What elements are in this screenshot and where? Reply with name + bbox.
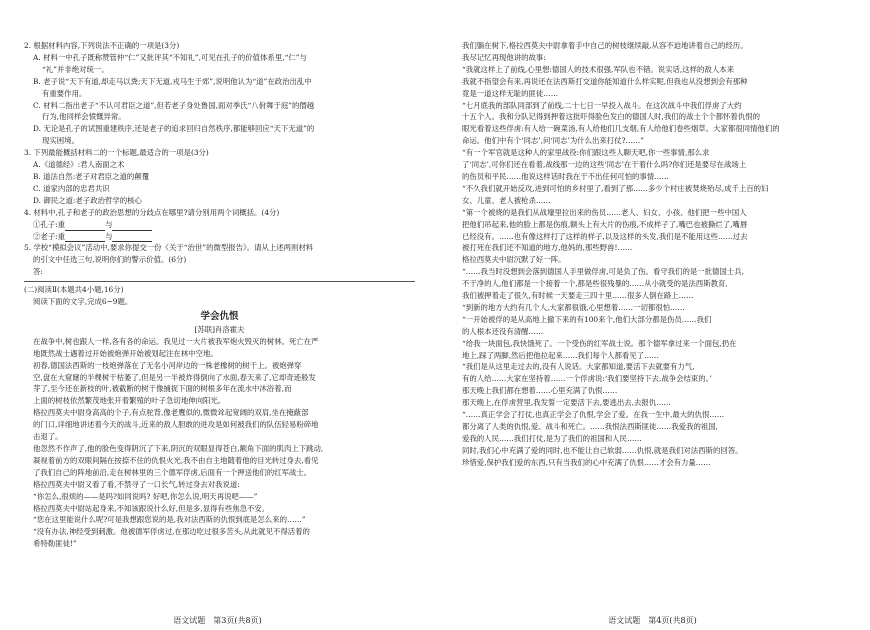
article-continued-line: 格拉西莫夫中尉沉默了好一阵。 <box>462 255 566 265</box>
article-continued-line: 了‘同志’,可你们还在看着,战线那一边的这些‘同志’在干着什么吗?你们还是要尽在战场上 <box>462 160 747 170</box>
question-line: 有重要作用。 <box>42 88 87 98</box>
q4-answer-line-1 <box>24 219 415 231</box>
article-continued-line: 那天晚上,在俘虏营里,我发誓一定要活下去,要逃出去,去报仇…… <box>462 398 671 408</box>
article-line: “你怎么,很烦的——是吗?如同说吗? 好吧,你怎么说,明天再说吧——” <box>33 491 258 501</box>
article-continued-line: “一开始被俘的是从高地上撤下来的有100来个,他们大部分都是伤员……我们 <box>462 314 712 324</box>
question-line: C. 材料二指出老子“不认可君臣之道”,但若老子身处鲁国,面对季氏“八佾舞于庭”的僭越 <box>33 100 315 110</box>
article-continued-line: 的人根本还没有清醒…… <box>462 326 544 336</box>
answer-blank[interactable] <box>112 222 152 231</box>
article-line: 了我们自己的阵地前沿,走在树林里的三个德军俘虏,后面有一个押送他们的红军战士。 <box>33 467 312 477</box>
article-continued-line: “我们是从这里走过去的,没有人说话。大家都知道,要活下去就要有力气, <box>462 362 695 372</box>
question-line: “礼”并非绝对统一。 <box>42 64 109 74</box>
article-continued-line: 我们被押着走了很久,有时候一天要走三四十里……很多人倒在路上…… <box>462 291 694 301</box>
article-continued-line: 我就不指望会有来,再说还在法西斯打交道你能知道什么样实呢,但我也从没想到会有那种 <box>462 76 748 86</box>
article-continued-line: “……真正学会了打仗,也真正学会了仇恨,学会了爱。在我一生中,最大的仇恨…… <box>462 410 725 420</box>
article-continued-line: 十五个人。我和分队记得到押着这批吓得脸色发白的德国人时,我们的战士个个都怀着仇恨的 <box>462 112 760 122</box>
article-line: 上面的树枝依然繁茂地张开着繁殖的叶子急切地伸向阳光。 <box>33 396 226 406</box>
article-line: 击退了。 <box>33 432 63 442</box>
q5-line: 的引文中任选三句,说明你们的警示价值。(6分) <box>33 255 187 265</box>
question-line: D. 无论是孔子的试图重建秩序,还是老子的追求回归自然秩序,都能够回应“天下无道”的 <box>33 124 315 134</box>
article-line: 地既然战士遇着过开始被炮弹开始被划起注在林中空地。 <box>33 348 218 358</box>
article-continued-line: 命运。他们中有个‘同志’,问‘同志’为什么出来打仗?……” <box>462 136 645 146</box>
article-line: 格拉西莫夫中尉身高高的个子,有点驼背,像老鹰似的,微微耸起宽阔的双肩,坐在掩蔽部 <box>33 408 309 418</box>
article-continued-line: 都分离了人类的仇恨,爱、战斗和死亡。……我恨法西斯匪徒……我爱我的祖国, <box>462 422 718 431</box>
article-line: “没有办法,神经受到刺激。他被德军俘虏过,在那边吃过很多苦头,从此就见不得活着的 <box>33 527 310 537</box>
question-line: A. 材料一中孔子既称赞管仲“仁”又批评其“不知礼”,可见在孔子的价值体系里,“仁”与 <box>33 52 307 62</box>
article-continued-line: 我们躺在树下,格拉西莫夫中尉拿着手中自己的树枝继续敲,从容不迫地讲着自己的经历。 <box>462 41 748 50</box>
page-footer-right: 语文试题 第4页(共8页) <box>608 616 697 625</box>
article-line: 格拉西莫夫中尉又看了看,不禁寻了一口长气,转过身去对我说道: <box>33 479 240 489</box>
question-line: 现实困境。 <box>42 136 79 146</box>
question-line: B. 老子说“天下有道,却走马以粪;天下无道,戎马生于郊”,说明他认为“道”在政治出乱中 <box>33 76 312 86</box>
article-continued-line: 爱我的人民……我们打仗,是为了我们的祖国和人民…… <box>462 433 642 443</box>
article-continued-line: “不久我们就开始反攻,进到可怕的乡村里了,看到了那……多少个村庄被焚烧殆尽,成千上百的妇 <box>462 183 769 193</box>
question-line: 2. 根据材料内容,下列说法不正确的一项是(3分) <box>24 41 180 50</box>
section-instruction: 阅读下面的文字,完成6~9题。 <box>33 297 133 307</box>
article-continued <box>453 40 850 469</box>
question-line: A.《道德经》:君人南面之术 <box>33 160 125 170</box>
article-continued-line: 眼光看着这些俘虏:有人给一碗菜汤,有人给他们几支烟,有人给他们卷些烟草。大家都很同情他们的 <box>462 124 780 134</box>
article-line: 在战争中,树也跟人一样,各有各的命运。我见过一大片被我军炮火毁灭的树林。死亡在严 <box>33 336 319 346</box>
left-questions <box>24 40 415 219</box>
article-continued-line: 女、儿童、老人被枪杀…… <box>462 195 551 205</box>
page-footer-left: 语文试题 第3页(共8页) <box>173 616 262 625</box>
answer-label: 答: <box>33 267 43 277</box>
article-line: 他忽然不作声了,他的脸色变得阴沉了下来,阴沉的双眼显得苍白,额角下面的肌肉上下跳动, <box>33 444 324 453</box>
answer-blank[interactable] <box>65 222 105 231</box>
question-line: B. 道法自然:老子对君臣之道的颠覆 <box>33 171 150 181</box>
q5-line: 5. 学校“模拟会议”活动中,要求你提交一份《关于“治世”的微型报告》。请从上述两则材料 <box>24 243 314 253</box>
question-line: 行为,他同样会愤慨异常。 <box>42 112 126 122</box>
article-continued-line: “给我一块面包,我快饿死了。一个受伤的红军战士说。那个德军拿过来一个面包,扔在 <box>462 338 737 348</box>
article-continued-line: 有的人给……大家在坚持着……一个俘虏说:‘我们要坚持下去,战争会结束的。’ <box>462 374 712 384</box>
article-continued-line: 的伤员和平民……他说这样话时我在干不出任何可怕的事情…… <box>462 171 669 181</box>
article-line: 空,盘在大窟窿的半棵树干枯萎了,但是另一半被炸得倒向了水面,春天来了,它却奇迹般发 <box>33 372 316 382</box>
article-continued-line: 竟是一道这样无耻的匪徒…… <box>462 88 559 98</box>
article-line: 凝视着前方的双眼间隔在按捺不住的仇恨火光,我不由自主地随着他的目光转过身去,看见 <box>33 455 319 465</box>
article-continued-line: “第一个被烧的是我们从战壕里拉出来的伤员……老人、妇女、小孩、他们把一些中国人 <box>462 207 747 217</box>
article-continued-line: 我尽记忆再现他讲的故事: <box>462 52 546 62</box>
q4-and-1: 与 <box>105 219 113 229</box>
article-line: 初春,德国法西斯的一枝炮弹落在了无名小河岸边的一株老橡树的树干上。被炮弹穿 <box>33 360 302 370</box>
question-line: D. 御民之道:老子政治哲学的核心 <box>33 195 142 205</box>
article-line: 希特勒匪徒!” <box>33 539 77 549</box>
section-divider <box>24 281 415 282</box>
q4-blank-1-label: ①孔子:重 <box>33 219 66 229</box>
article-line: 的门口,详细地讲述着今天的战斗,近来的敌人胆敢的进攻是如何被我们的队伍轻易粉碎地 <box>33 420 319 430</box>
article-line: 芽了,至今还在新枝的叶,被截断的树干像捕捉下面的树根多年在流水中沐浴着,而 <box>33 384 292 394</box>
article-continued-line: 同时,我们心中充满了爱的同时,也不能让自己软弱……仇恨,就是我们对法西斯的回答。 <box>462 445 743 455</box>
question-line: 4. 材料中,孔子和老子的政治思想的分歧点在哪里?请分别用两个词概括。(4分) <box>24 207 280 217</box>
q4-answer-line-2 <box>24 231 415 243</box>
article-body <box>24 336 415 550</box>
question-line: 3. 下列最能概括材料二的一个标题,最适合的一项是(3分) <box>24 148 209 158</box>
article-continued-line: 不干净的人,他们都是一个接着一个,都是些很残暴的……从小就受的是法西斯教育, <box>462 279 728 289</box>
article-continued-line: “我就这样上了前线,心里想:德国人的技术很强,军队也不错。说实话,这样的敌人本来 <box>462 64 734 74</box>
q5-block <box>24 242 415 266</box>
article-continued-line: 把他们吊起来,他的脸上都是伤痕,额头上有大片的伤痕,不成样子了,嘴巴也被撕烂了,嘴唇 <box>462 219 748 229</box>
answer-blank[interactable] <box>112 233 152 242</box>
answer-blank[interactable] <box>65 233 105 242</box>
article-line: “您在这里能说什么呢?可是我想跟您说的是,我对法西斯的仇恨到底是怎么来的……” <box>33 515 306 525</box>
article-author: [苏联]肖洛霍夫 <box>194 324 245 334</box>
article-continued-line: 地上,踩了两脚,然后把他拉起来……我们每个人都看见了…… <box>462 350 659 360</box>
q4-and-2: 与 <box>105 231 113 241</box>
article-continued-line: “到新的地方大约有几个人,大家都很饿,心里想着……一切都很怕…… <box>462 302 685 312</box>
article-continued-line: 被打死在我们还不知道的地方,他妈的,那些野兽!…… <box>462 243 633 253</box>
question-line: C. 道家内部的忠君共识 <box>33 183 110 193</box>
article-line: 格拉西莫夫中尉站起身来,不知该跟说什么好,但是多,显得有些焦急不安。 <box>33 503 270 513</box>
article-continued-line: 珍惜爱,保护我们爱的东西,只有当我们的心中充满了仇恨……才会有力量…… <box>462 457 711 467</box>
article-continued-line: “有一个军官就是这种人的家里战役:你们跟这些人聊天吧,你一些事情,那么求 <box>462 148 710 158</box>
section-header: (二)阅读Ⅱ(本题共4小题,16分) <box>24 285 124 295</box>
right-page <box>435 0 870 630</box>
article-continued-line: “七月底我的部队同部到了前线,二十七日一早投入战斗。在这次战斗中我们俘虏了大约 <box>462 100 742 110</box>
article-title: 学会仇恨 <box>200 310 239 322</box>
q4-blank-2-label: ②老子:重 <box>33 231 66 241</box>
article-continued-line: “……我当时没想到会落到德国人手里做俘虏,可是负了伤。看守我们的是一批德国士兵, <box>462 267 744 277</box>
article-continued-line: 已经没有。……也有像这样打了这样的样子,以及这样的头发,我们是不能用这些……过去 <box>462 231 748 241</box>
article-continued-line: 那天晚上我们都在想着……心里充满了仇恨…… <box>462 386 618 396</box>
